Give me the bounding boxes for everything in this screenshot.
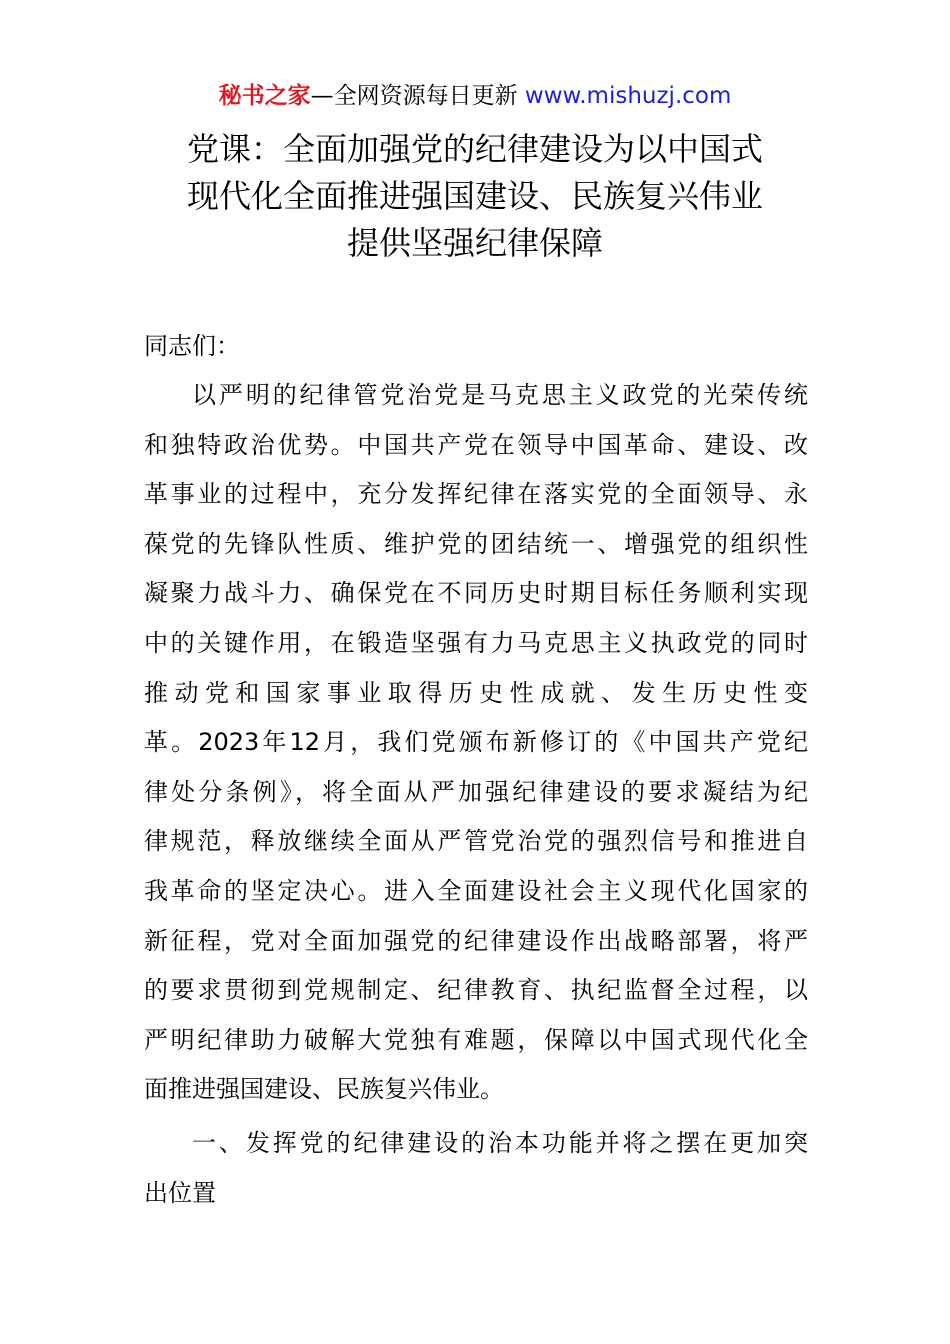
title-line: 现代化全面推进强国建设、民族复兴伟业 xyxy=(186,177,763,215)
paragraph-line: 葆党的先锋队性质、维护党的团结统一、增强党的组织性 xyxy=(144,529,808,558)
paragraph-line: 我革命的坚定决心。进入全面建设社会主义现代化国家的 xyxy=(144,876,808,905)
paragraph-line: 新征程，党对全面加强党的纪律建设作出战略部署，将严 xyxy=(144,926,808,955)
section-heading-line: 一、发挥党的纪律建设的治本功能并将之摆在更加突 xyxy=(192,1129,808,1157)
paragraph-line: 凝聚力战斗力、确保党在不同历史时期目标任务顺利实现 xyxy=(144,579,808,608)
document-title xyxy=(0,126,950,267)
paragraph-line: 面推进强国建设、民族复兴伟业。 xyxy=(144,1075,504,1104)
title-line: 党课：全面加强党的纪律建设为以中国式 xyxy=(186,130,763,168)
greeting-text: 同志们： xyxy=(144,332,240,360)
site-banner xyxy=(0,80,950,112)
paragraph-line: 革。2023年12月，我们党颁布新修订的《中国共产党纪 xyxy=(144,728,808,757)
site-url-link[interactable]: www.mishuzj.com xyxy=(524,83,732,109)
section-heading-line: 出位置 xyxy=(144,1178,216,1207)
paragraph-line: 推动党和国家事业取得历史性成就、发生历史性变 xyxy=(144,678,808,707)
paragraph-line: 的要求贯彻到党规制定、纪律教育、执纪监督全过程，以 xyxy=(144,976,808,1005)
body-paragraph xyxy=(144,371,808,1115)
section-heading xyxy=(144,1119,808,1218)
site-brand: 秘书之家 xyxy=(218,83,311,109)
greeting xyxy=(144,322,808,372)
paragraph-line: 革事业的过程中，充分发挥纪律在落实党的全面领导、永 xyxy=(144,480,808,509)
paragraph-line: 中的关键作用，在锻造坚强有力马克思主义执政党的同时 xyxy=(144,628,808,657)
site-tagline: —全网资源每日更新 xyxy=(310,83,525,109)
paragraph-line: 严明纪律助力破解大党独有难题，保障以中国式现代化全 xyxy=(144,1025,808,1054)
title-line: 提供坚强纪律保障 xyxy=(346,224,603,262)
paragraph-line: 律处分条例》，将全面从严加强纪律建设的要求凝结为纪 xyxy=(144,777,808,806)
paragraph-line: 以严明的纪律管党治党是马克思主义政党的光荣传统 xyxy=(192,381,808,409)
paragraph-line: 律规范，释放继续全面从严管党治党的强烈信号和推进自 xyxy=(144,827,808,856)
paragraph-line: 和独特政治优势。中国共产党在领导中国革命、建设、改 xyxy=(144,430,808,459)
